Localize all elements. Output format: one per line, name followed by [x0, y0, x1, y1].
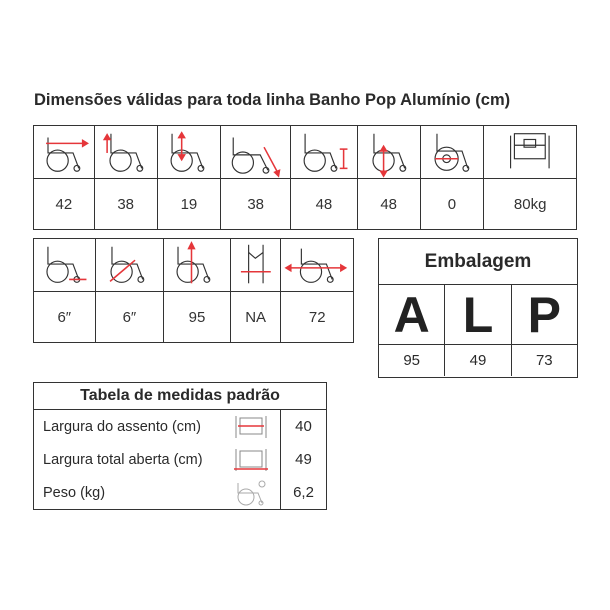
value-cell: 72	[308, 308, 326, 326]
folded-width-icon	[231, 239, 282, 291]
row-label: Largura do assento (cm)	[43, 418, 201, 435]
total-length-icon	[281, 239, 353, 291]
value-cell: NA	[231, 292, 282, 342]
value-cell: 42	[34, 179, 95, 229]
front-wheel-icon	[34, 239, 96, 291]
table-row	[34, 476, 326, 509]
armrest-height-icon	[158, 126, 222, 178]
dimensions-value-row-1	[33, 179, 577, 230]
page-title: Dimensões válidas para toda linha Banho Pop Alumínio (cm)	[34, 91, 511, 109]
load-capacity-icon	[484, 126, 576, 178]
packaging-table	[378, 238, 578, 378]
packaging-value-l: 49	[445, 345, 511, 376]
total-width-diagram-icon	[220, 443, 280, 476]
value-cell: 38	[221, 179, 291, 229]
front-height-icon	[291, 126, 358, 178]
value-cell: 48	[291, 179, 358, 229]
seat-width-icon	[34, 126, 95, 178]
row-value: 40	[280, 410, 326, 443]
standard-measures-table	[33, 382, 327, 510]
value-cell: 95	[164, 292, 231, 342]
packaging-value-p: 73	[535, 352, 553, 369]
value-cell: 0	[421, 179, 485, 229]
packaging-letters	[379, 285, 577, 345]
table-row	[34, 443, 326, 476]
total-height-icon	[164, 239, 231, 291]
wheel-icon	[421, 126, 485, 178]
seat-width-diagram-icon	[220, 410, 280, 443]
row-label: Largura total aberta (cm)	[43, 451, 203, 468]
value-cell: 48	[358, 179, 421, 229]
row-label: Peso (kg)	[43, 484, 106, 501]
packaging-letter-a: A	[379, 285, 445, 344]
dimensions-value-row-2	[33, 292, 354, 343]
rear-wheel-icon	[96, 239, 165, 291]
row-value: 6,2	[280, 476, 326, 509]
value-cell: 6″	[96, 292, 165, 342]
value-cell: 19	[158, 179, 222, 229]
table-row	[34, 410, 326, 443]
backrest-angle-icon	[221, 126, 291, 178]
value-cell: 80kg	[513, 195, 547, 213]
standard-measures-title: Tabela de medidas padrão	[34, 383, 326, 410]
packaging-letter-l: L	[445, 285, 511, 344]
value-cell: 6″	[34, 292, 96, 342]
packaging-value-a: 95	[379, 345, 445, 376]
seat-height-icon	[358, 126, 421, 178]
weight-diagram-icon	[220, 476, 280, 509]
row-value: 49	[280, 443, 326, 476]
dimensions-icon-row-2	[33, 238, 354, 292]
packaging-values	[379, 345, 577, 376]
value-cell: 38	[95, 179, 158, 229]
packaging-title: Embalagem	[379, 239, 577, 285]
seat-depth-icon	[95, 126, 158, 178]
dimensions-icon-row-1	[33, 125, 577, 179]
packaging-letter-p: P	[527, 286, 561, 343]
